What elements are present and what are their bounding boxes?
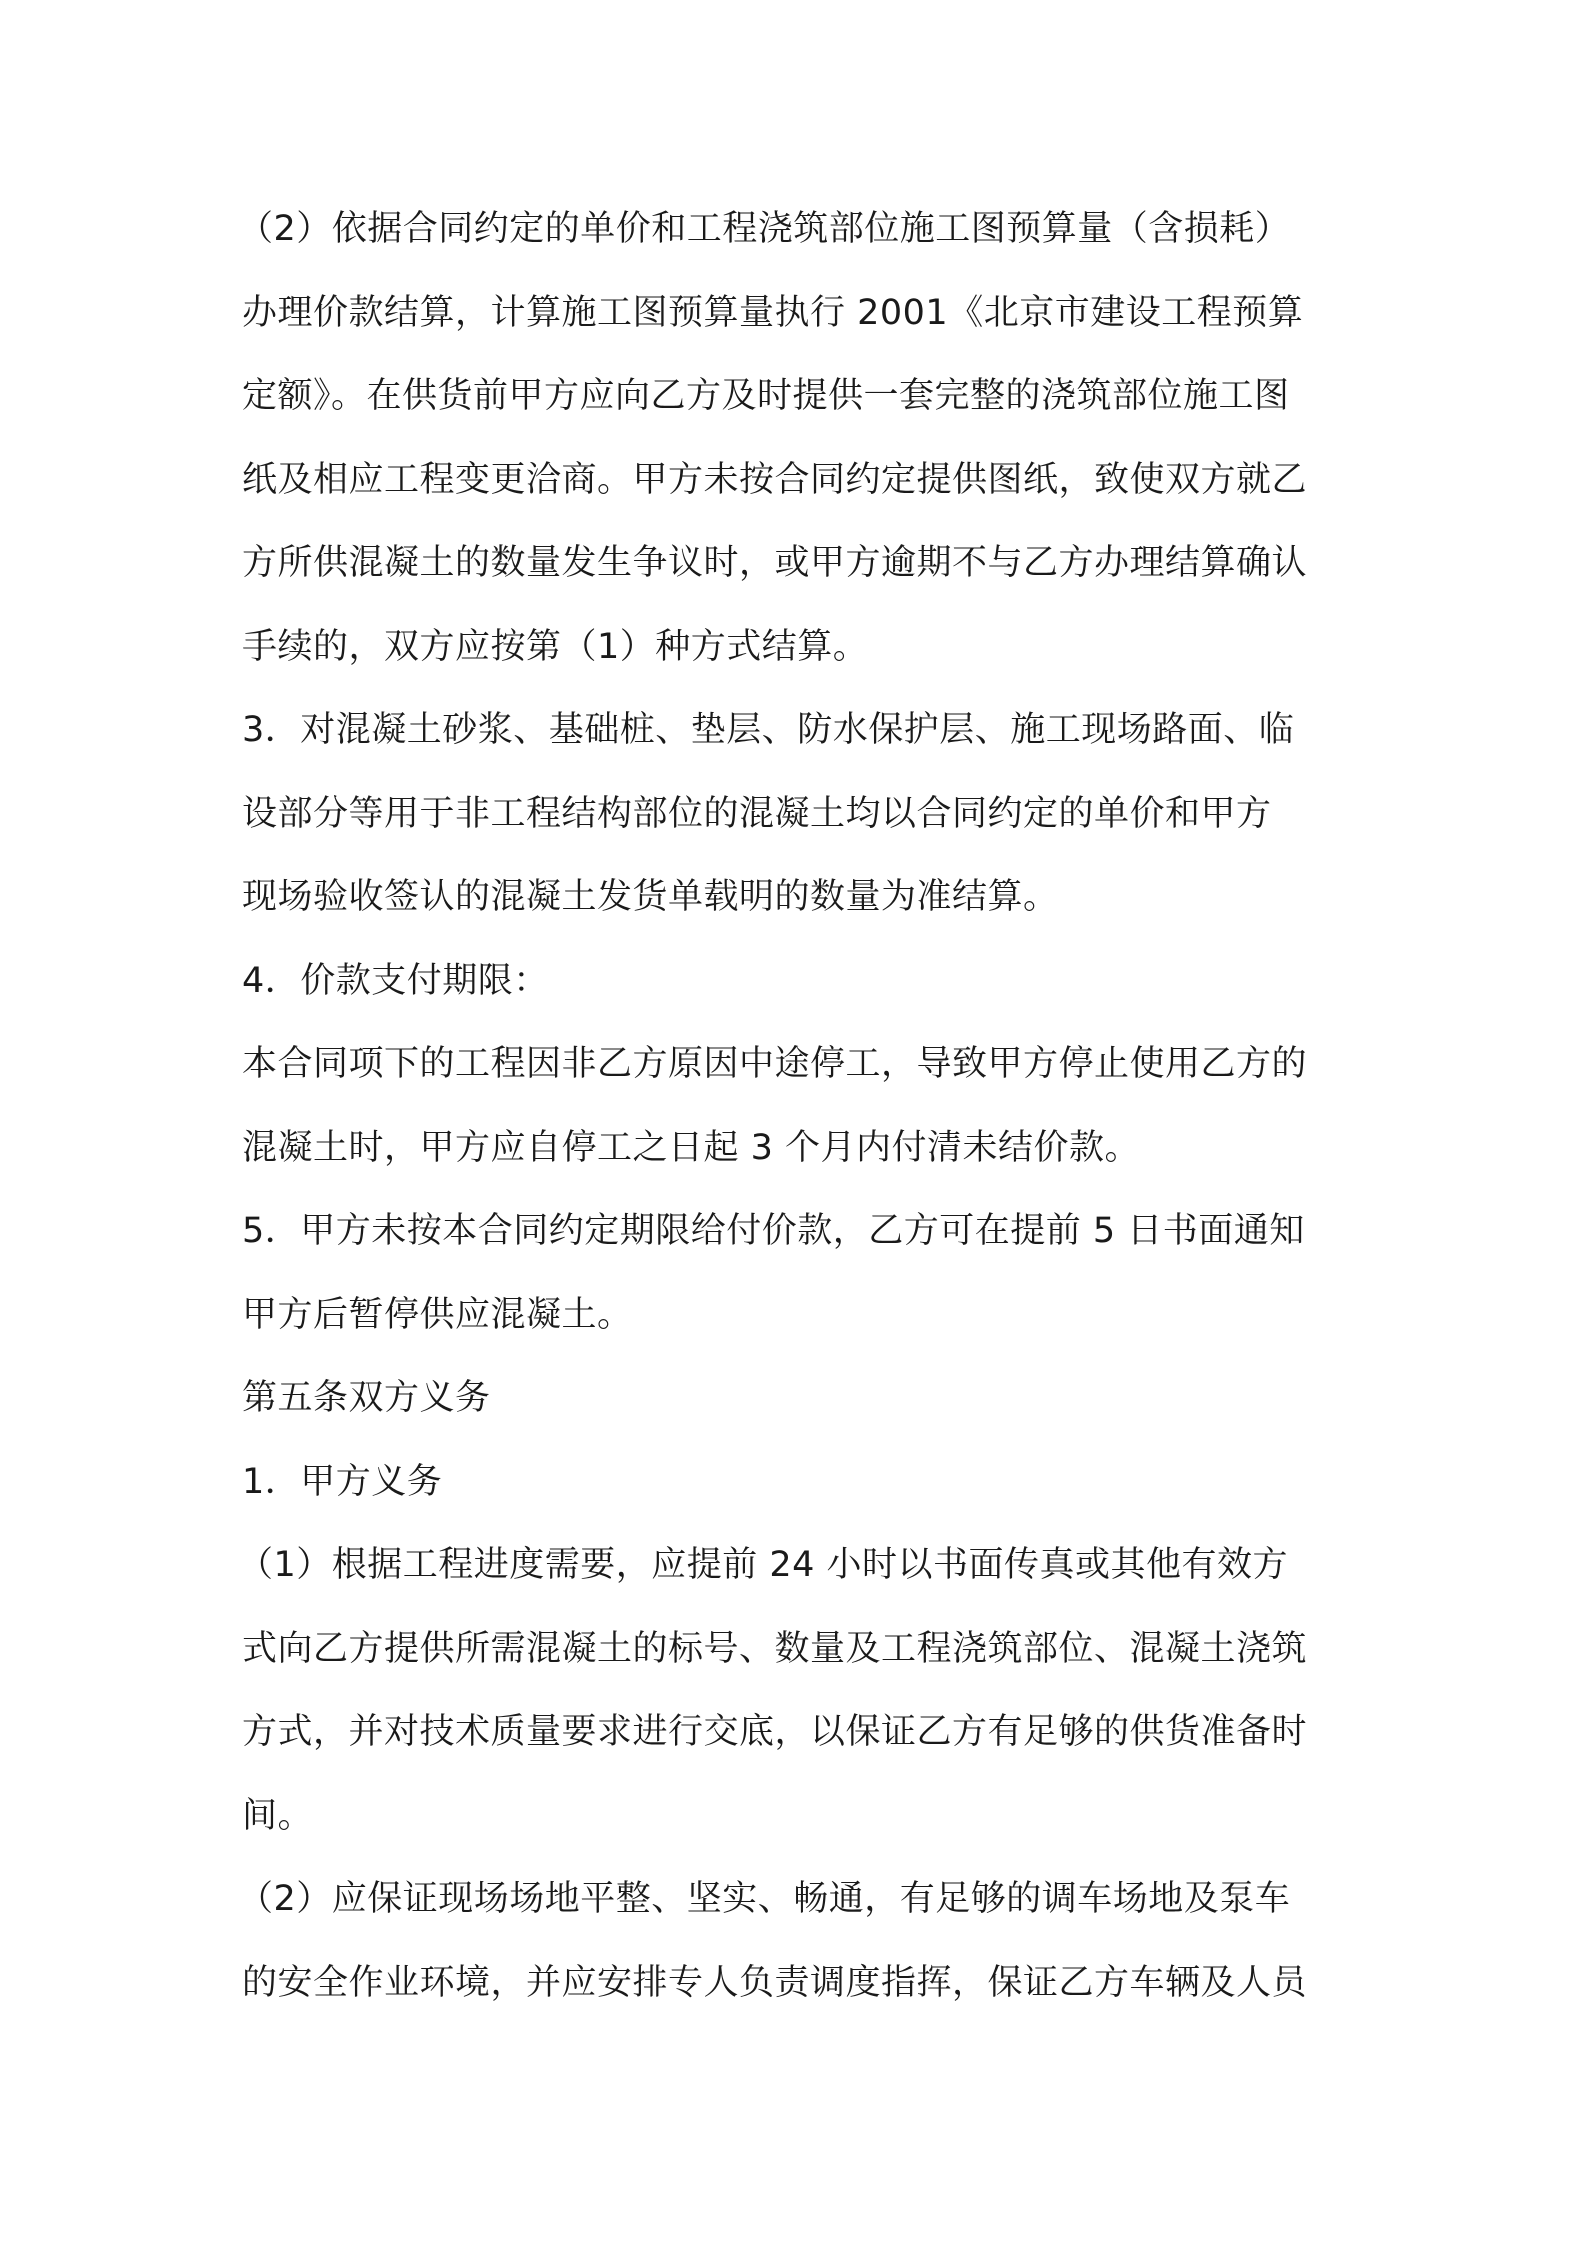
- text-line: （1）根据工程进度需要，应提前 24 小时以书面传真或其他有效方: [238, 1545, 1289, 1585]
- text-line: 甲方后暂停供应混凝土。: [242, 1294, 633, 1335]
- text-line: 手续的，双方应按第（1）种方式结算。: [242, 626, 869, 667]
- text-line: 3．对混凝土砂浆、基础桩、垫层、防水保护层、施工现场路面、临: [242, 710, 1295, 750]
- text-line: 办理价款结算，计算施工图预算量执行 2001《北京市建设工程预算: [242, 292, 1304, 333]
- text-line: （2）依据合同约定的单价和工程浇筑部位施工图预算量（含损耗）: [238, 209, 1291, 249]
- text-line: 纸及相应工程变更洽商。甲方未按合同约定提供图纸，致使双方就乙: [242, 459, 1308, 500]
- text-line: 混凝土时，甲方应自停工之日起 3 个月内付清未结价款。: [242, 1127, 1141, 1168]
- text-line: 5．甲方未按本合同约定期限给付价款，乙方可在提前 5 日书面通知: [242, 1211, 1305, 1251]
- text-line: 设部分等用于非工程结构部位的混凝土均以合同约定的单价和甲方: [242, 793, 1272, 834]
- section-heading: 4．价款支付期限：: [242, 960, 549, 1001]
- text-line: 方所供混凝土的数量发生争议时，或甲方逾期不与乙方办理结算确认: [242, 543, 1308, 583]
- text-line: 定额》。在供货前甲方应向乙方及时提供一套完整的浇筑部位施工图: [242, 376, 1290, 416]
- article-heading: 第五条双方义务: [242, 1378, 491, 1418]
- text-line: （2）应保证现场场地平整、坚实、畅通，有足够的调车场地及泵车: [238, 1879, 1291, 1919]
- text-line: 方式，并对技术质量要求进行交底，以保证乙方有足够的供货准备时: [242, 1712, 1308, 1752]
- text-line: 间。: [242, 1795, 314, 1836]
- text-line: 本合同项下的工程因非乙方原因中途停工，导致甲方停止使用乙方的: [242, 1044, 1308, 1084]
- section-heading: 1．甲方义务: [242, 1461, 443, 1502]
- text-line: 式向乙方提供所需混凝土的标号、数量及工程浇筑部位、混凝土浇筑: [242, 1628, 1308, 1669]
- document-body: [238, 188, 1352, 2025]
- text-line: 现场验收签认的混凝土发货单载明的数量为准结算。: [242, 877, 1059, 917]
- text-line: 的安全作业环境，并应安排专人负责调度指挥，保证乙方车辆及人员: [242, 1962, 1308, 2003]
